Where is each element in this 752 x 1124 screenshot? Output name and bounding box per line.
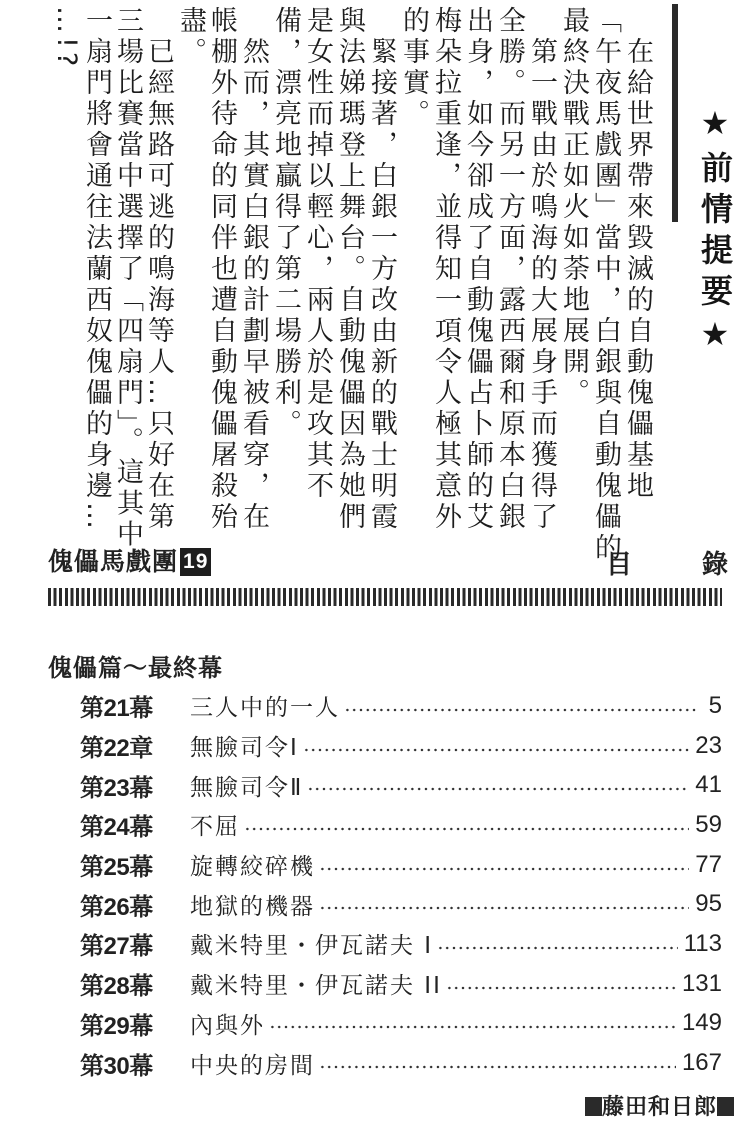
author-credit — [585, 1090, 734, 1121]
chapter-number: 第22章 — [80, 735, 153, 763]
toc-title-char: 錄 — [701, 550, 728, 580]
toc-entry[interactable] — [80, 884, 722, 924]
synopsis-line: 已經無路可逃的鳴海等人…只好在第 — [143, 6, 174, 533]
page-number: 167 — [681, 1049, 722, 1077]
series-title — [48, 542, 211, 578]
chapter-title: 戴米特里・伊瓦諾夫 I — [190, 933, 434, 960]
chapter-number: 第24幕 — [80, 814, 153, 842]
toc-title-char: 目 — [605, 550, 632, 580]
page-number: 77 — [695, 850, 722, 878]
page-number: 41 — [695, 771, 722, 799]
synopsis-line: …!? — [51, 6, 82, 71]
synopsis-line: 「午夜馬戲團」當中，白銀與自動傀儡的 — [590, 6, 621, 564]
chapter-title: 戴米特里・伊瓦諾夫 II — [190, 973, 442, 1000]
synopsis-line: 是女性而掉以輕心，兩人於是攻其不 — [302, 6, 333, 502]
chapter-title: 無臉司令Ⅱ — [190, 774, 304, 801]
synopsis-line: 緊接著，白銀一方改由新的戰士明霞 — [366, 6, 397, 533]
chapter-number: 第26幕 — [80, 893, 153, 921]
page-number: 5 — [708, 691, 722, 719]
dot-leader — [319, 1065, 676, 1069]
chapter-title: 旋轉絞碎機 — [190, 854, 315, 881]
chapter-title: 不屈 — [190, 814, 240, 841]
toc-entry[interactable] — [80, 765, 722, 805]
chapter-number: 第29幕 — [80, 1012, 153, 1040]
synopsis-line: 盡。 — [175, 6, 206, 68]
toc-entry[interactable] — [80, 964, 722, 1004]
series-title-text: 傀儡馬戲團 — [48, 547, 179, 576]
synopsis-line: 梅朵拉重逢，並得知一項令人極其意外 — [430, 6, 461, 533]
chapter-number: 第30幕 — [80, 1052, 153, 1080]
chapter-title: 地獄的機器 — [190, 893, 315, 920]
synopsis-line: 最終決戰正如火如荼地展開。 — [558, 6, 589, 409]
chapter-title: 無臉司令Ⅰ — [190, 735, 299, 762]
dot-leader — [307, 787, 689, 791]
toc-entry[interactable] — [80, 845, 722, 885]
dot-leader — [319, 906, 689, 910]
toc-entry[interactable] — [80, 1004, 722, 1044]
toc-list — [80, 686, 722, 1083]
chapter-title: 三人中的一人 — [190, 695, 340, 722]
synopsis-line: 備，漂亮地贏得了第二場勝利。 — [270, 6, 301, 440]
toc-header — [48, 542, 728, 578]
synopsis-heading: ★前情提要★ — [696, 104, 734, 362]
dot-leader — [446, 986, 676, 990]
synopsis-line: 與法娣瑪登上舞台。自動傀儡因為她們 — [334, 6, 365, 533]
page-number: 59 — [695, 810, 722, 838]
synopsis-line: 三場比賽當中選擇了「四扇門」。這其中 — [112, 6, 143, 551]
synopsis-line: 的事實。 — [398, 6, 429, 130]
heading-divider-bar — [672, 4, 678, 222]
synopsis-line: 在給世界帶來毀滅的自動傀儡基地 — [622, 6, 653, 502]
chapter-title: 內與外 — [190, 1012, 265, 1039]
toc-entry[interactable] — [80, 805, 722, 845]
volume-badge: 19 — [180, 548, 211, 576]
dot-leader — [319, 867, 689, 871]
page-number: 23 — [695, 731, 722, 759]
synopsis-line: 帳棚外待命的同伴也遭自動傀儡屠殺殆 — [206, 6, 237, 533]
synopsis-line: 第一戰由於鳴海的大展身手而獲得了 — [526, 6, 557, 533]
synopsis-line: 全勝。而另一方面，露西爾和原本白銀 — [494, 6, 525, 533]
toc-entry[interactable] — [80, 1043, 722, 1083]
decorative-barcode-rule — [48, 588, 722, 606]
toc-entry[interactable] — [80, 924, 722, 964]
dot-leader — [344, 708, 696, 712]
square-ornament-icon — [717, 1097, 734, 1116]
page-number: 95 — [695, 890, 722, 918]
toc-title — [606, 544, 728, 581]
chapter-number: 第27幕 — [80, 933, 153, 961]
page-number: 113 — [683, 929, 722, 957]
chapter-number: 第28幕 — [80, 973, 153, 1001]
author-name: 藤田和日郎 — [601, 1095, 717, 1120]
page-number: 131 — [681, 969, 722, 997]
chapter-title: 中央的房間 — [190, 1052, 315, 1079]
chapter-number: 第25幕 — [80, 854, 153, 882]
square-ornament-icon — [585, 1097, 602, 1116]
dot-leader — [437, 946, 678, 950]
synopsis-line: 然而，其實白銀的計劃早被看穿，在 — [238, 6, 269, 533]
synopsis-line: 一扇門將會通往法蘭西奴傀儡的身邊… — [81, 6, 112, 533]
dot-leader — [269, 1025, 676, 1029]
synopsis-line: 出身，如今卻成了自動傀儡占卜師的艾 — [462, 6, 493, 533]
dot-leader — [244, 827, 689, 831]
page-number: 149 — [681, 1009, 722, 1037]
chapter-number: 第21幕 — [80, 695, 153, 723]
toc-entry[interactable] — [80, 726, 722, 766]
toc-entry[interactable] — [80, 686, 722, 726]
chapter-number: 第23幕 — [80, 774, 153, 802]
dot-leader — [303, 748, 690, 752]
arc-title: 傀儡篇～最終幕 — [48, 654, 223, 682]
